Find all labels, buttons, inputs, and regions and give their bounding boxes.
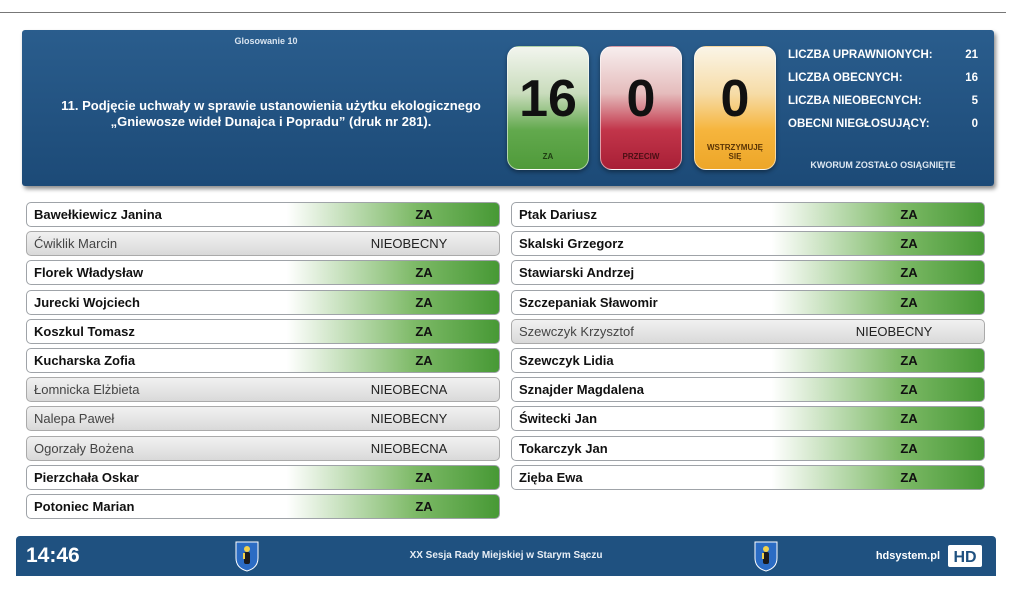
voter-status: ZA [415, 352, 433, 368]
brand-name: hdsystem.pl [875, 550, 940, 562]
voter-name: Szczepaniak Sławomir [519, 294, 658, 310]
stat-present [788, 69, 984, 92]
votes-abstain-label-line1: WSTRZYMUJĘ [707, 143, 763, 152]
votes-against-count: 0 [626, 70, 656, 128]
voter-status: ZA [900, 382, 918, 398]
stat-absent [788, 92, 984, 115]
voter-status: ZA [900, 352, 918, 368]
stat-eligible [788, 46, 984, 69]
stat-not-voting-value: 0 [971, 118, 978, 130]
voter-status: NIEOBECNY [370, 236, 448, 252]
voter-row [511, 406, 985, 431]
voter-status: ZA [415, 207, 433, 222]
voter-row [511, 377, 985, 402]
motion-title-line2: „Gniewosze wideł Dunajca i Popradu” (druk nr 281). [110, 114, 432, 129]
voter-status: ZA [415, 498, 433, 514]
stat-not-voting-label: OBECNI NIEGŁOSUJĄCY: [788, 118, 930, 130]
voter-name: Ogorzały Bożena [34, 440, 134, 456]
voter-status: ZA [900, 294, 918, 310]
hd-logo-icon [948, 545, 982, 567]
voter-row [26, 260, 500, 285]
top-divider [0, 12, 1006, 13]
voter-row [511, 319, 985, 344]
voter-row [26, 290, 500, 315]
voter-row [511, 465, 985, 490]
votes-abstain-label-line2: SIĘ [728, 152, 742, 161]
voter-status: NIEOBECNY [370, 411, 448, 427]
voter-status: ZA [900, 207, 918, 222]
voter-status: ZA [415, 294, 433, 310]
voter-status: ZA [900, 236, 918, 252]
stat-eligible-value: 21 [965, 49, 978, 61]
voter-name: Zięba Ewa [519, 469, 583, 485]
voter-status: ZA [900, 411, 918, 427]
voter-name: Sznajder Magdalena [519, 382, 644, 398]
voter-row [511, 290, 985, 315]
voter-row [26, 202, 500, 227]
voter-status: NIEOBECNY [855, 323, 933, 339]
voter-name: Stawiarski Andrzej [519, 265, 635, 281]
city-crest-icon [753, 540, 779, 572]
motion-title [32, 98, 510, 130]
voter-row [26, 319, 500, 344]
voter-row [511, 202, 985, 227]
voter-name: Nalepa Paweł [34, 411, 115, 427]
votes-for-count: 16 [519, 70, 577, 128]
voter-row [511, 348, 985, 373]
votes-for-label: ZA [542, 152, 554, 161]
footer-bar [16, 536, 996, 576]
vote-list-left [26, 202, 500, 523]
hd-logo-text: HD [953, 549, 977, 566]
votes-abstain-label [695, 143, 775, 161]
quorum-status: KWORUM ZOSTAŁO OSIĄGNIĘTE [810, 160, 956, 170]
voter-name: Ptak Dariusz [519, 207, 598, 222]
voter-status: ZA [415, 265, 433, 281]
voter-row [511, 231, 985, 256]
voter-row [26, 348, 500, 373]
voter-name: Kucharska Zofia [34, 352, 136, 368]
voter-row [26, 406, 500, 431]
stat-eligible-label: LICZBA UPRAWNIONYCH: [788, 49, 933, 61]
voter-name: Świtecki Jan [519, 411, 598, 427]
voter-row [26, 377, 500, 402]
vote-header-panel [22, 30, 994, 186]
votes-against-label: PRZECIW [622, 152, 660, 161]
voter-name: Potoniec Marian [34, 498, 135, 514]
voter-row [26, 494, 500, 519]
stat-present-value: 16 [965, 72, 978, 84]
voter-status: ZA [900, 265, 918, 281]
voter-row [26, 231, 500, 256]
voter-name: Bawełkiewicz Janina [34, 207, 162, 222]
stat-absent-value: 5 [971, 95, 978, 107]
vote-list-right [511, 202, 985, 494]
vote-number: Glosowanie 10 [234, 36, 298, 46]
voter-status: ZA [900, 440, 918, 456]
voter-name: Ćwiklik Marcin [34, 236, 118, 252]
voter-status: ZA [900, 469, 918, 485]
stat-not-voting [788, 115, 984, 138]
voter-name: Szewczyk Krzysztof [519, 323, 634, 339]
voter-name: Tokarczyk Jan [519, 440, 608, 456]
votes-abstain-count: 0 [720, 70, 750, 128]
voter-status: ZA [415, 469, 433, 485]
voter-status: NIEOBECNA [370, 440, 448, 456]
voter-name: Florek Władysław [34, 265, 144, 281]
city-crest-icon [234, 540, 260, 572]
votes-for-tile [507, 46, 589, 170]
voter-row [26, 465, 500, 490]
voter-name: Pierzchała Oskar [34, 469, 139, 485]
voter-name: Koszkul Tomasz [34, 323, 135, 339]
voter-status: NIEOBECNA [370, 382, 448, 398]
attendance-stats [788, 46, 984, 138]
voter-row [511, 260, 985, 285]
session-title: XX Sesja Rady Miejskiej w Starym Sączu [409, 550, 603, 561]
voter-row [26, 436, 500, 461]
voter-name: Łomnicka Elżbieta [34, 382, 140, 398]
voter-name: Jurecki Wojciech [34, 294, 140, 310]
motion-title-line1: 11. Podjęcie uchwały w sprawie ustanowienia użytku ekologicznego [61, 98, 481, 113]
voter-row [511, 436, 985, 461]
stat-absent-label: LICZBA NIEOBECNYCH: [788, 95, 922, 107]
votes-against-tile [600, 46, 682, 170]
voter-name: Szewczyk Lidia [519, 352, 614, 368]
voter-status: ZA [415, 323, 433, 339]
stat-present-label: LICZBA OBECNYCH: [788, 72, 903, 84]
clock: 14:46 [26, 544, 80, 567]
voter-name: Skalski Grzegorz [519, 236, 624, 252]
votes-abstain-tile [694, 46, 776, 170]
